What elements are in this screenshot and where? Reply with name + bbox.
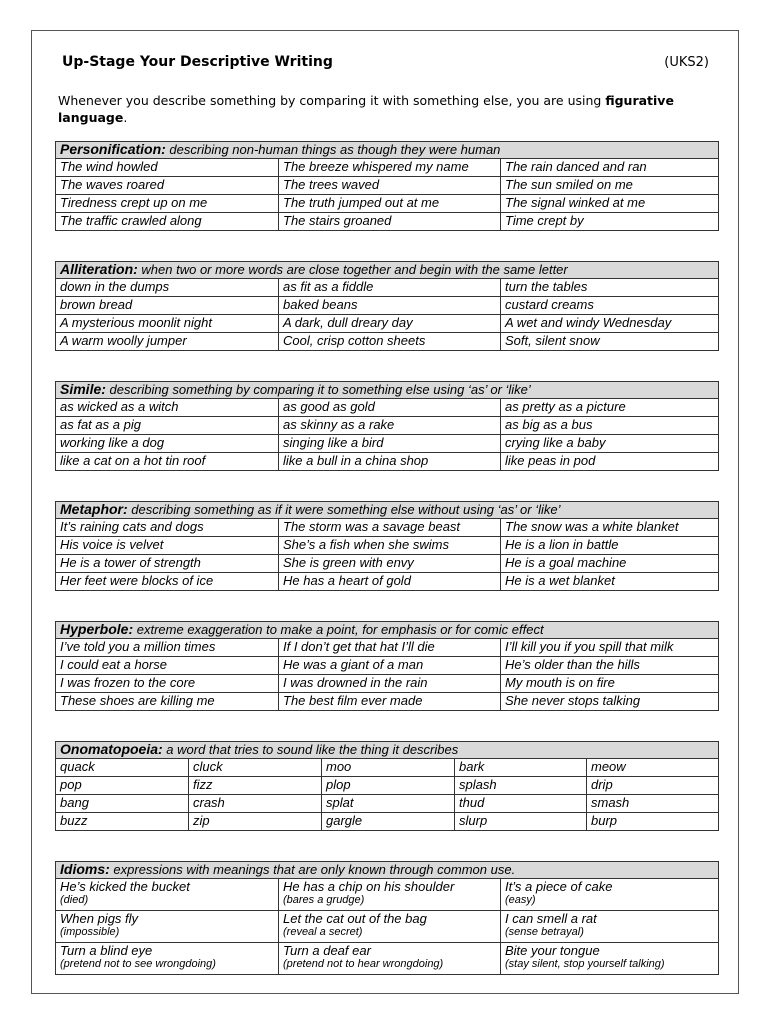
idiom-meaning: (stay silent, stop yourself talking) xyxy=(505,958,665,970)
table-cell: The best film ever made xyxy=(279,693,501,711)
section-description: describing non-human things as though they were human xyxy=(169,142,501,157)
table-cell: The storm was a savage beast xyxy=(279,519,501,537)
onomatopoeia-table xyxy=(55,741,719,831)
table-cell: Her feet were blocks of ice xyxy=(56,573,279,591)
table-cell: buzz xyxy=(56,813,189,831)
table-cell: The breeze whispered my name xyxy=(279,159,501,177)
section-name: Hyperbole: xyxy=(60,621,134,637)
table-cell: as fat as a pig xyxy=(56,417,279,435)
table-cell: Cool, crisp cotton sheets xyxy=(279,333,501,351)
table-cell: The sun smiled on me xyxy=(501,177,719,195)
table-row xyxy=(56,177,719,195)
table-cell: The wind howled xyxy=(56,159,279,177)
table-cell: I’ve told you a million times xyxy=(56,639,279,657)
table-cell: His voice is velvet xyxy=(56,537,279,555)
idioms-table xyxy=(55,861,719,975)
table-row xyxy=(56,943,719,975)
table-row xyxy=(56,573,719,591)
idiom-meaning: (reveal a secret) xyxy=(283,926,363,938)
idiom-phrase: Bite your tongue xyxy=(505,943,600,958)
table-cell: like peas in pod xyxy=(501,453,719,471)
table-row xyxy=(56,297,719,315)
table-cell: He is a wet blanket xyxy=(501,573,719,591)
table-row xyxy=(56,417,719,435)
section-header xyxy=(56,142,719,159)
table-cell: smash xyxy=(587,795,719,813)
table-cell: splash xyxy=(455,777,587,795)
table-cell: The snow was a white blanket xyxy=(501,519,719,537)
table-cell: as fit as a fiddle xyxy=(279,279,501,297)
table-cell: crash xyxy=(189,795,322,813)
table-cell: The signal winked at me xyxy=(501,195,719,213)
table-cell: He is a lion in battle xyxy=(501,537,719,555)
table-row xyxy=(56,759,719,777)
idiom-phrase: He’s kicked the bucket xyxy=(60,879,190,894)
intro-paragraph xyxy=(58,92,698,126)
table-cell: She is green with envy xyxy=(279,555,501,573)
table-cell: I was drowned in the rain xyxy=(279,675,501,693)
section-name: Idioms: xyxy=(60,861,110,877)
intro-end: . xyxy=(123,110,128,125)
intro-text: Whenever you describe something by comparing it with something else, you are using xyxy=(58,93,606,108)
section-description: expressions with meanings that are only known through common use. xyxy=(113,862,516,877)
table-cell: moo xyxy=(322,759,455,777)
table-cell: She never stops talking xyxy=(501,693,719,711)
table-cell: as good as gold xyxy=(279,399,501,417)
table-row xyxy=(56,315,719,333)
table-cell: crying like a baby xyxy=(501,435,719,453)
idiom-phrase: When pigs fly xyxy=(60,911,139,926)
idiom-cell xyxy=(279,911,501,943)
idiom-phrase: Turn a deaf ear xyxy=(283,943,371,958)
section-name: Metaphor: xyxy=(60,501,128,517)
table-cell: Tiredness crept up on me xyxy=(56,195,279,213)
table-row xyxy=(56,195,719,213)
section-header xyxy=(56,382,719,399)
table-cell: quack xyxy=(56,759,189,777)
table-row xyxy=(56,879,719,911)
table-row xyxy=(56,555,719,573)
table-cell: drip xyxy=(587,777,719,795)
table-cell: A wet and windy Wednesday xyxy=(501,315,719,333)
table-cell: The traffic crawled along xyxy=(56,213,279,231)
idiom-meaning: (pretend not to hear wrongdoing) xyxy=(283,958,444,970)
table-cell: fizz xyxy=(189,777,322,795)
idiom-meaning: (easy) xyxy=(505,894,536,906)
idiom-cell xyxy=(56,879,279,911)
table-row xyxy=(56,399,719,417)
table-cell: A dark, dull dreary day xyxy=(279,315,501,333)
table-row xyxy=(56,777,719,795)
table-cell: He is a goal machine xyxy=(501,555,719,573)
table-cell: bang xyxy=(56,795,189,813)
section-header xyxy=(56,622,719,639)
table-cell: A mysterious moonlit night xyxy=(56,315,279,333)
idiom-phrase: Let the cat out of the bag xyxy=(283,911,427,926)
table-cell: gargle xyxy=(322,813,455,831)
simile-table xyxy=(55,381,719,471)
table-cell: baked beans xyxy=(279,297,501,315)
table-cell: singing like a bird xyxy=(279,435,501,453)
table-row xyxy=(56,813,719,831)
table-cell: as big as a bus xyxy=(501,417,719,435)
section-name: Simile: xyxy=(60,381,106,397)
table-row xyxy=(56,519,719,537)
table-cell: splat xyxy=(322,795,455,813)
idiom-cell xyxy=(279,943,501,975)
table-cell: bark xyxy=(455,759,587,777)
table-row xyxy=(56,213,719,231)
table-cell: Time crept by xyxy=(501,213,719,231)
table-row xyxy=(56,657,719,675)
table-cell: He is a tower of strength xyxy=(56,555,279,573)
page-title: Up-Stage Your Descriptive Writing xyxy=(62,54,333,70)
idiom-cell xyxy=(56,943,279,975)
table-cell: like a bull in a china shop xyxy=(279,453,501,471)
section-header xyxy=(56,262,719,279)
idiom-meaning: (bares a grudge) xyxy=(283,894,365,906)
idiom-cell xyxy=(501,879,719,911)
table-cell: I was frozen to the core xyxy=(56,675,279,693)
table-cell: The stairs groaned xyxy=(279,213,501,231)
idiom-phrase: Turn a blind eye xyxy=(60,943,153,958)
idiom-meaning: (sense betrayal) xyxy=(505,926,584,938)
idiom-cell xyxy=(501,943,719,975)
table-row xyxy=(56,435,719,453)
table-row xyxy=(56,537,719,555)
table-cell: It’s raining cats and dogs xyxy=(56,519,279,537)
idiom-cell xyxy=(501,911,719,943)
table-cell: The rain danced and ran xyxy=(501,159,719,177)
table-cell: He’s older than the hills xyxy=(501,657,719,675)
table-cell: If I don’t get that hat I’ll die xyxy=(279,639,501,657)
idiom-cell xyxy=(279,879,501,911)
table-cell: pop xyxy=(56,777,189,795)
table-row xyxy=(56,333,719,351)
alliteration-table xyxy=(55,261,719,351)
table-cell: meow xyxy=(587,759,719,777)
section-description: extreme exaggeration to make a point, for emphasis or for comic effect xyxy=(136,622,544,637)
table-cell: These shoes are killing me xyxy=(56,693,279,711)
table-cell: as pretty as a picture xyxy=(501,399,719,417)
table-cell: burp xyxy=(587,813,719,831)
table-cell: working like a dog xyxy=(56,435,279,453)
level-label: (UKS2) xyxy=(664,55,709,70)
table-row xyxy=(56,159,719,177)
table-cell: The truth jumped out at me xyxy=(279,195,501,213)
table-cell: brown bread xyxy=(56,297,279,315)
personification-table xyxy=(55,141,719,231)
table-cell: The trees waved xyxy=(279,177,501,195)
section-name: Alliteration: xyxy=(60,261,138,277)
idiom-cell xyxy=(56,911,279,943)
table-row xyxy=(56,693,719,711)
idiom-phrase: I can smell a rat xyxy=(505,911,597,926)
table-cell: slurp xyxy=(455,813,587,831)
table-cell: He was a giant of a man xyxy=(279,657,501,675)
idiom-phrase: It’s a piece of cake xyxy=(505,879,613,894)
table-row xyxy=(56,453,719,471)
hyperbole-table xyxy=(55,621,719,711)
section-description: describing something as if it were something else without using ‘as’ or ‘like’ xyxy=(131,502,561,517)
table-row xyxy=(56,795,719,813)
idiom-phrase: He has a chip on his shoulder xyxy=(283,879,455,894)
table-cell: thud xyxy=(455,795,587,813)
table-cell: cluck xyxy=(189,759,322,777)
table-row xyxy=(56,675,719,693)
table-cell: down in the dumps xyxy=(56,279,279,297)
section-header xyxy=(56,862,719,879)
table-cell: custard creams xyxy=(501,297,719,315)
table-cell: turn the tables xyxy=(501,279,719,297)
section-description: when two or more words are close together and begin with the same letter xyxy=(141,262,568,277)
metaphor-table xyxy=(55,501,719,591)
table-row xyxy=(56,639,719,657)
section-name: Personification: xyxy=(60,141,166,157)
section-header xyxy=(56,742,719,759)
idiom-meaning: (pretend not to see wrongdoing) xyxy=(60,958,216,970)
table-cell: like a cat on a hot tin roof xyxy=(56,453,279,471)
section-header xyxy=(56,502,719,519)
table-row xyxy=(56,279,719,297)
table-row xyxy=(56,911,719,943)
table-cell: as skinny as a rake xyxy=(279,417,501,435)
section-description: describing something by comparing it to something else using ‘as’ or ‘like’ xyxy=(109,382,531,397)
table-cell: I could eat a horse xyxy=(56,657,279,675)
table-cell: I’ll kill you if you spill that milk xyxy=(501,639,719,657)
table-cell: as wicked as a witch xyxy=(56,399,279,417)
table-cell: She’s a fish when she swims xyxy=(279,537,501,555)
idiom-meaning: (died) xyxy=(60,894,89,906)
section-name: Onomatopoeia: xyxy=(60,741,163,757)
table-cell: My mouth is on fire xyxy=(501,675,719,693)
table-cell: plop xyxy=(322,777,455,795)
table-cell: zip xyxy=(189,813,322,831)
table-cell: Soft, silent snow xyxy=(501,333,719,351)
intro-bold: figurative language xyxy=(58,93,674,125)
table-cell: He has a heart of gold xyxy=(279,573,501,591)
table-cell: A warm woolly jumper xyxy=(56,333,279,351)
section-description: a word that tries to sound like the thing it describes xyxy=(166,742,459,757)
table-cell: The waves roared xyxy=(56,177,279,195)
idiom-meaning: (impossible) xyxy=(60,926,120,938)
